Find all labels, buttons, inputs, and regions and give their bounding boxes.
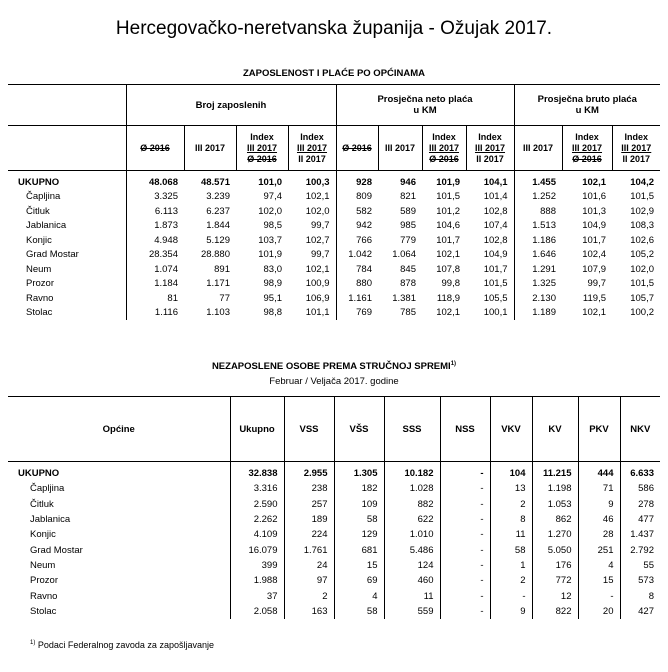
- table-cell: 103,7: [258, 234, 282, 246]
- municipality-name: Jablanica: [26, 220, 67, 232]
- unemployment-table-subtitle: Februar / Veljača 2017. godine: [269, 376, 399, 387]
- table-cell: 46: [578, 512, 620, 527]
- table-row: [8, 588, 660, 603]
- table-cell: 101,7: [582, 234, 606, 246]
- table-cell: 1.381: [392, 292, 416, 304]
- page-title: Hercegovačko-neretvanska županija - Ožujak 2017.: [115, 18, 553, 39]
- table-cell: 2.130: [514, 291, 562, 306]
- table-row: [8, 462, 660, 482]
- table-cell: 99,7: [311, 249, 330, 261]
- table-cell: 102,7: [305, 234, 330, 246]
- table-cell: 101,9: [436, 176, 460, 188]
- table-cell: 2.262: [230, 512, 284, 527]
- table-row: [8, 497, 660, 512]
- table-cell: 1.189: [514, 306, 562, 321]
- table-cell: 11: [490, 527, 532, 542]
- table-cell: 573: [620, 573, 660, 588]
- table-cell: 769: [336, 306, 378, 321]
- table-cell: -: [440, 481, 490, 496]
- table-cell: 1: [490, 558, 532, 573]
- gross-wage-group-header: Prosječna bruto plaća u KM: [514, 85, 660, 126]
- municipality-name: UKUPNO: [18, 468, 60, 480]
- table-cell: 3.239: [206, 191, 230, 203]
- municipality-name: Čapljina: [30, 483, 65, 495]
- table-cell: 102,0: [305, 205, 330, 217]
- table-row: [8, 542, 660, 557]
- table-cell: 104,6: [436, 220, 460, 232]
- column-header: Ukupno: [230, 397, 284, 462]
- table-cell: 399: [230, 558, 284, 573]
- municipality-name: Neum: [30, 559, 56, 571]
- table-cell: 102,0: [630, 263, 654, 275]
- table-cell: -: [440, 512, 490, 527]
- table-cell: 1.161: [336, 291, 378, 306]
- table-row: [8, 512, 660, 527]
- table-cell: 888: [514, 204, 562, 219]
- municipality-name: Ravno: [26, 292, 54, 304]
- table-cell: 58: [334, 604, 384, 619]
- table-cell: 1.064: [392, 249, 416, 261]
- table-cell: 107,8: [436, 263, 460, 275]
- table-cell: 427: [620, 604, 660, 619]
- table-cell: 444: [578, 462, 620, 482]
- table-cell: 124: [384, 558, 440, 573]
- table-row: [8, 277, 660, 292]
- table-cell: 845: [400, 263, 416, 275]
- table-cell: 821: [400, 191, 416, 203]
- table-cell: 257: [284, 497, 334, 512]
- table-cell: 176: [532, 558, 578, 573]
- table-cell: 11: [384, 588, 440, 603]
- net-iii2017-header: III 2017: [378, 126, 422, 171]
- table-cell: 101,0: [258, 176, 282, 188]
- table-cell: 1.325: [514, 277, 562, 292]
- table-row: [8, 262, 660, 277]
- table-cell: 104,9: [582, 220, 606, 232]
- table-cell: 104,9: [483, 249, 508, 261]
- table-cell: 1.053: [532, 497, 578, 512]
- table-cell: 99,8: [441, 278, 460, 290]
- table-cell: 107,9: [582, 263, 606, 275]
- table-cell: 109: [334, 497, 384, 512]
- table-cell: 15: [334, 558, 384, 573]
- table-cell: 1.844: [206, 220, 230, 232]
- municipality-name: Čitluk: [30, 498, 54, 510]
- municipality-name: Čapljina: [26, 191, 61, 203]
- table-cell: 101,1: [305, 307, 330, 319]
- table-cell: 1.270: [532, 527, 578, 542]
- employment-wages-table: [8, 84, 660, 320]
- table-cell: 3.325: [126, 190, 184, 205]
- table-cell: 2: [284, 588, 334, 603]
- table-cell: 2: [490, 573, 532, 588]
- table-cell: 589: [400, 205, 416, 217]
- municipality-name: UKUPNO: [18, 176, 60, 188]
- table-cell: 942: [336, 219, 378, 234]
- municipality-header: [8, 85, 126, 126]
- table-cell: 105,2: [630, 249, 654, 261]
- employment-table-heading: ZAPOSLENOST I PLAĆE PO OPĆINAMA: [242, 68, 426, 79]
- table-cell: 99,7: [311, 220, 330, 232]
- table-cell: 83,0: [263, 263, 282, 275]
- table-cell: 582: [336, 204, 378, 219]
- emp-index-a-header: Index III 2017 Ø 2016: [236, 126, 288, 171]
- table-cell: 105,5: [483, 292, 508, 304]
- table-cell: 107,4: [483, 220, 508, 232]
- table-cell: 101,6: [582, 191, 606, 203]
- table-cell: 1.103: [206, 307, 230, 319]
- table-cell: 586: [620, 481, 660, 496]
- table-cell: 102,1: [305, 191, 330, 203]
- table-cell: 98,5: [263, 220, 282, 232]
- column-header: SSS: [384, 397, 440, 462]
- table-cell: 102,1: [582, 176, 606, 188]
- table-cell: 12: [532, 588, 578, 603]
- table-cell: 99,7: [587, 278, 606, 290]
- gross-index-a-header: Index III 2017 Ø 2016: [562, 126, 612, 171]
- table-cell: 6.237: [206, 205, 230, 217]
- table-cell: 784: [336, 262, 378, 277]
- table-cell: 101,5: [630, 278, 654, 290]
- table-cell: 891: [214, 263, 230, 275]
- table-cell: 102,8: [483, 205, 508, 217]
- table-cell: 58: [334, 512, 384, 527]
- table-cell: 102,1: [582, 307, 606, 319]
- municipality-name: Prozor: [26, 278, 54, 290]
- table-cell: 101,9: [258, 249, 282, 261]
- table-cell: 766: [336, 233, 378, 248]
- table-cell: 278: [620, 497, 660, 512]
- table-cell: 101,5: [630, 191, 654, 203]
- unemployment-table-heading: NEZAPOSLENE OSOBE PREMA STRUČNOJ SPREMI$^{1)}$: [211, 361, 457, 373]
- table-cell: 1.513: [514, 219, 562, 234]
- table-cell: 1.437: [620, 527, 660, 542]
- table-cell: 118,9: [436, 292, 460, 304]
- municipality-name: Prozor: [30, 575, 58, 587]
- table-cell: -: [440, 527, 490, 542]
- table-cell: 16.079: [230, 542, 284, 557]
- table-cell: 108,3: [630, 220, 654, 232]
- table-cell: 1.184: [126, 277, 184, 292]
- table-cell: -: [440, 542, 490, 557]
- table-cell: -: [440, 604, 490, 619]
- table-cell: 1.761: [284, 542, 334, 557]
- table-cell: 11.215: [532, 462, 578, 482]
- table-cell: 1.646: [514, 248, 562, 263]
- table-row: [8, 291, 660, 306]
- table-cell: 77: [219, 292, 230, 304]
- table-cell: -: [578, 588, 620, 603]
- municipality-name: Stolac: [30, 605, 57, 617]
- table-cell: 928: [336, 171, 378, 190]
- table-cell: 8: [490, 512, 532, 527]
- municipality-name: Jablanica: [30, 514, 71, 526]
- table-cell: 878: [400, 278, 416, 290]
- column-header: PKV: [578, 397, 620, 462]
- table-cell: 100,3: [305, 176, 330, 188]
- municipality-name: Ravno: [30, 590, 58, 602]
- table-cell: 809: [336, 190, 378, 205]
- table-cell: 104,2: [630, 176, 654, 188]
- net-wage-group-header: Prosječna neto plaća u KM: [336, 85, 514, 126]
- table-cell: 880: [336, 277, 378, 292]
- table-cell: 106,9: [305, 292, 330, 304]
- table-cell: 822: [532, 604, 578, 619]
- column-header: Općine: [8, 397, 230, 462]
- table-cell: 681: [334, 542, 384, 557]
- table-cell: 5.486: [384, 542, 440, 557]
- municipality-name: Stolac: [26, 307, 53, 319]
- table-cell: 100,9: [305, 278, 330, 290]
- table-cell: -: [490, 588, 532, 603]
- table-cell: 182: [334, 481, 384, 496]
- table-cell: 2.058: [230, 604, 284, 619]
- table-cell: 1.988: [230, 573, 284, 588]
- column-header: KV: [532, 397, 578, 462]
- table-cell: 101,2: [436, 205, 460, 217]
- table-cell: 97,4: [263, 191, 282, 203]
- table-cell: -: [440, 462, 490, 482]
- table-cell: 102,1: [436, 307, 460, 319]
- table-cell: 15: [578, 573, 620, 588]
- table-cell: 48.068: [126, 171, 184, 190]
- table-cell: 2.792: [620, 542, 660, 557]
- table-cell: 460: [384, 573, 440, 588]
- table-cell: -: [440, 588, 490, 603]
- table-cell: 785: [400, 307, 416, 319]
- table-cell: 882: [384, 497, 440, 512]
- table-cell: 95,1: [263, 292, 282, 304]
- table-cell: 4.948: [126, 233, 184, 248]
- table-cell: 251: [578, 542, 620, 557]
- table-cell: 477: [620, 512, 660, 527]
- table-cell: 9: [578, 497, 620, 512]
- table-cell: 48.571: [200, 176, 230, 188]
- table-cell: -: [440, 497, 490, 512]
- table-cell: 98,8: [263, 307, 282, 319]
- table-cell: 1.455: [514, 171, 562, 190]
- table-cell: 102,4: [582, 249, 606, 261]
- net-index-b-header: Index III 2017 II 2017: [466, 126, 514, 171]
- municipality-name: Konjic: [26, 234, 52, 246]
- unemployment-table-body: [8, 462, 660, 619]
- table-cell: 5.129: [206, 234, 230, 246]
- gross-iii2017-header: III 2017: [514, 126, 562, 171]
- table-cell: 224: [284, 527, 334, 542]
- table-cell: 6.633: [620, 462, 660, 482]
- table-cell: 100,1: [483, 307, 508, 319]
- table-row: [8, 481, 660, 496]
- table-cell: 2.590: [230, 497, 284, 512]
- table-cell: 1.074: [126, 262, 184, 277]
- table-cell: 104,1: [483, 176, 508, 188]
- table-cell: 101,5: [483, 278, 508, 290]
- municipality-name: Grad Mostar: [30, 544, 83, 556]
- table-cell: 81: [126, 291, 184, 306]
- unemployment-table-header-row: [8, 397, 660, 462]
- table-cell: 10.182: [384, 462, 440, 482]
- table-cell: 4: [334, 588, 384, 603]
- table-cell: 8: [620, 588, 660, 603]
- column-header: NSS: [440, 397, 490, 462]
- table-cell: 3.316: [230, 481, 284, 496]
- net-index-a-header: Index III 2017 Ø 2016: [422, 126, 466, 171]
- table-cell: 102,8: [483, 234, 508, 246]
- table-cell: 20: [578, 604, 620, 619]
- table-row: [8, 204, 660, 219]
- table-cell: -: [440, 558, 490, 573]
- emp-2016-header: Ø 2016: [126, 126, 184, 171]
- table-cell: 1.116: [126, 306, 184, 321]
- table-cell: 1.873: [126, 219, 184, 234]
- table-row: [8, 219, 660, 234]
- table-cell: 101,5: [436, 191, 460, 203]
- column-header: VKV: [490, 397, 532, 462]
- table-cell: 1.291: [514, 262, 562, 277]
- table-cell: 6.113: [126, 204, 184, 219]
- table-cell: 862: [532, 512, 578, 527]
- municipality-name: Konjic: [30, 529, 56, 541]
- table-cell: 102,0: [258, 205, 282, 217]
- employees-group-header: Broj zaposlenih: [126, 85, 336, 126]
- table-cell: 1.171: [206, 278, 230, 290]
- table-cell: 163: [284, 604, 334, 619]
- table-cell: 102,9: [630, 205, 654, 217]
- municipality-name: Grad Mostar: [26, 249, 79, 261]
- table-cell: 772: [532, 573, 578, 588]
- table-cell: 2: [490, 497, 532, 512]
- table-cell: 238: [284, 481, 334, 496]
- table-cell: 102,6: [630, 234, 654, 246]
- table-cell: 119,5: [582, 292, 606, 304]
- table-cell: 1.028: [384, 481, 440, 496]
- table-cell: 1.186: [514, 233, 562, 248]
- table-cell: 101,7: [483, 263, 508, 275]
- table-cell: 1.010: [384, 527, 440, 542]
- table-row: [8, 190, 660, 205]
- table-cell: 105,7: [630, 292, 654, 304]
- employment-table-body: [8, 171, 660, 321]
- table-cell: 32.838: [230, 462, 284, 482]
- table-row: [8, 306, 660, 321]
- table-cell: 101,4: [483, 191, 508, 203]
- table-row: [8, 558, 660, 573]
- municipality-name: Čitluk: [26, 205, 50, 217]
- table-row: [8, 604, 660, 619]
- gross-index-b-header: Index III 2017 II 2017: [612, 126, 660, 171]
- municipality-subheader: [8, 126, 126, 171]
- footnote: $^{1)}$ Podaci Federalnog zavoda za zapošljavanje: [30, 640, 214, 650]
- table-row: [8, 233, 660, 248]
- column-header: NKV: [620, 397, 660, 462]
- emp-index-b-header: Index III 2017 II 2017: [288, 126, 336, 171]
- table-cell: 102,1: [305, 263, 330, 275]
- table-cell: 1.252: [514, 190, 562, 205]
- emp-iii2017-header: III 2017: [184, 126, 236, 171]
- table-cell: 28.354: [126, 248, 184, 263]
- table-cell: 1.305: [334, 462, 384, 482]
- table-cell: 37: [230, 588, 284, 603]
- table-cell: 101,3: [582, 205, 606, 217]
- table-cell: 55: [620, 558, 660, 573]
- table-cell: 71: [578, 481, 620, 496]
- table-cell: 622: [384, 512, 440, 527]
- net-2016-header: Ø 2016: [336, 126, 378, 171]
- table-row: [8, 171, 660, 190]
- table-cell: 189: [284, 512, 334, 527]
- table-cell: 4.109: [230, 527, 284, 542]
- table-cell: 58: [490, 542, 532, 557]
- table-cell: 1.042: [336, 248, 378, 263]
- table-cell: 28: [578, 527, 620, 542]
- municipality-name: Neum: [26, 263, 52, 275]
- column-header: VSS: [284, 397, 334, 462]
- table-row: [8, 527, 660, 542]
- table-cell: 98,9: [263, 278, 282, 290]
- table-cell: 946: [400, 176, 416, 188]
- table-cell: 559: [384, 604, 440, 619]
- column-header: VŠS: [334, 397, 384, 462]
- table-cell: -: [440, 573, 490, 588]
- table-cell: 100,2: [630, 307, 654, 319]
- table-cell: 9: [490, 604, 532, 619]
- table-cell: 1.198: [532, 481, 578, 496]
- table-cell: 102,1: [436, 249, 460, 261]
- unemployment-table: [8, 396, 660, 619]
- table-cell: 97: [284, 573, 334, 588]
- table-cell: 985: [400, 220, 416, 232]
- table-cell: 101,7: [436, 234, 460, 246]
- table-cell: 779: [400, 234, 416, 246]
- table-cell: 13: [490, 481, 532, 496]
- table-cell: 129: [334, 527, 384, 542]
- table-cell: 104: [490, 462, 532, 482]
- table-row: [8, 248, 660, 263]
- table-row: [8, 573, 660, 588]
- table-cell: 4: [578, 558, 620, 573]
- table-cell: 28.880: [200, 249, 230, 261]
- table-cell: 24: [284, 558, 334, 573]
- table-cell: 2.955: [284, 462, 334, 482]
- table-cell: 69: [334, 573, 384, 588]
- table-cell: 5.050: [532, 542, 578, 557]
